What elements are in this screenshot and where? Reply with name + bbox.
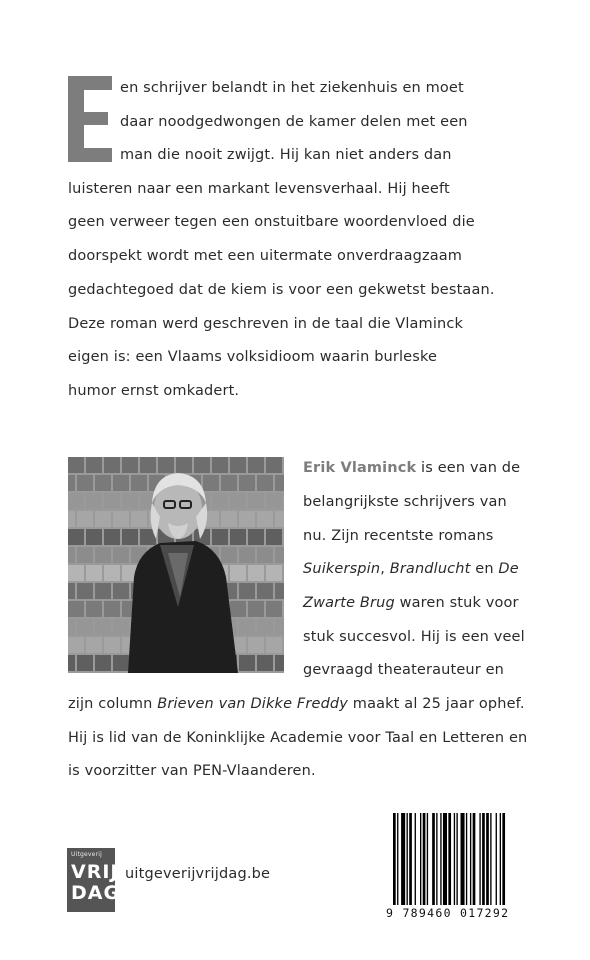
wall-brick [239,511,255,527]
wall-brick [86,601,102,617]
wall-brick [68,529,84,545]
wall-brick [266,565,282,581]
wall-brick [104,637,120,653]
barcode-bar [440,813,441,905]
wall-brick [86,457,102,473]
wall-brick [239,475,255,491]
barcode-bar [432,813,435,905]
wall-brick [68,511,75,527]
wall-brick [158,457,174,473]
wall-brick [86,529,102,545]
synopsis-line: en schrijver belandt in het ziekenhuis en moet [120,80,464,96]
wall-brick [257,619,273,635]
wall-brick [212,493,228,509]
book-title: Zwarte Brug [303,595,395,611]
drop-cap-letter [68,76,112,162]
wall-brick [248,637,264,653]
wall-brick [113,583,129,599]
wall-brick [68,601,84,617]
bio-line: Zwarte Brug waren stuk voor [303,595,519,611]
publisher-logo: Uitgeverij VRIJ DAG [67,848,115,912]
wall-brick [77,511,93,527]
barcode-bar [407,813,408,905]
wall-brick [257,511,273,527]
wall-brick [68,457,84,473]
wall-brick [239,547,255,563]
wall-brick [266,601,282,617]
wall-brick [275,475,284,491]
barcode-bar [486,813,489,905]
wall-brick [95,619,111,635]
barcode-bar [496,813,497,905]
bio-line: Hij is lid van de Koninklijke Academie voor Taal en Letteren en [68,730,528,746]
barcode-bar [456,813,457,905]
wall-brick [77,655,93,671]
barcode-bar [393,813,396,905]
wall-brick [113,511,129,527]
barcode-bar [466,813,467,905]
bio-line: stuk succesvol. Hij is een veel [303,629,525,645]
wall-brick [266,529,282,545]
isbn-number: 9 789460 017292 [386,906,510,920]
synopsis-line: geen verweer tegen een onstuitbare woordenvloed die [68,214,475,230]
wall-brick [212,457,228,473]
wall-brick [239,583,255,599]
wall-brick [95,583,111,599]
barcode-bar [409,813,412,905]
barcode-bar [443,813,447,905]
barcode-bar [470,813,471,905]
wall-brick [275,511,284,527]
wall-brick [230,565,246,581]
wall-brick [212,529,228,545]
wall-brick [239,655,255,671]
wall-brick [230,457,246,473]
wall-brick [275,655,284,671]
wall-brick [230,529,246,545]
wall-brick [131,475,147,491]
wall-brick [104,529,120,545]
wall-brick [95,475,111,491]
wall-brick [176,457,192,473]
wall-brick [104,493,120,509]
wall-brick [131,511,147,527]
synopsis-line: daar noodgedwongen de kamer delen met een [120,114,468,130]
wall-brick [266,493,282,509]
bio-line: gevraagd theaterauteur en [303,662,505,678]
barcode-bar [473,813,476,905]
wall-brick [86,637,102,653]
wall-brick [140,457,156,473]
wall-brick [122,493,138,509]
book-title: Brandlucht [389,561,471,577]
wall-brick [95,511,111,527]
wall-brick [275,619,284,635]
barcode-bar [479,813,480,905]
wall-brick [230,601,246,617]
synopsis-line: luisteren naar een markant levensverhaal. Hij heeft [68,181,450,197]
barcode-bar [436,813,437,905]
wall-brick [203,475,219,491]
bio-line: zijn column Brieven van Dikke Freddy maakt al 25 jaar ophef. [68,696,525,712]
barcode-bar [502,813,505,905]
bio-line: belangrijkste schrijvers van [303,494,507,510]
wall-brick [95,547,111,563]
wall-brick [113,547,129,563]
wall-brick [257,547,273,563]
bio-line: nu. Zijn recentste romans [303,528,494,544]
wall-brick [68,493,84,509]
wall-brick [68,655,75,671]
synopsis-line: man die nooit zwijgt. Hij kan niet anders dan [120,147,452,163]
wall-brick [194,457,210,473]
wall-brick [95,655,111,671]
wall-brick [104,565,120,581]
barcode-bar [427,813,428,905]
barcode-bar [415,813,416,905]
wall-brick [86,565,102,581]
wall-brick [275,547,284,563]
column-title: Brieven van Dikke Freddy [157,696,349,712]
wall-brick [257,655,273,671]
wall-brick [248,457,264,473]
wall-brick [68,565,84,581]
wall-brick [122,457,138,473]
wall-brick [248,529,264,545]
wall-brick [68,475,75,491]
wall-brick [77,475,93,491]
book-title: De [498,561,519,577]
barcode-bar [423,813,426,905]
wall-brick [77,583,93,599]
wall-brick [68,637,84,653]
wall-brick [221,475,237,491]
barcode-bar [401,813,405,905]
barcode-bar [490,813,491,905]
wall-brick [248,493,264,509]
wall-brick [113,619,129,635]
bio-line: Suikerspin, Brandlucht en De [303,561,519,577]
wall-brick [104,601,120,617]
synopsis-line: doorspekt wordt met een uitermate onverdraagzaam [68,248,463,264]
bio-line: Erik Vlaminck is een van de [303,460,521,476]
wall-brick [239,619,255,635]
wall-brick [68,619,75,635]
wall-brick [230,493,246,509]
barcode-bar [461,813,465,905]
barcode-bar [500,813,501,905]
wall-brick [275,583,284,599]
wall-brick [77,547,93,563]
wall-brick [104,457,120,473]
wall-brick [122,529,138,545]
author-name: Erik Vlaminck [303,460,417,476]
wall-brick [266,637,282,653]
synopsis-line: gedachtegoed dat de kiem is voor een gekwetst bestaan. [68,282,495,298]
wall-brick [221,547,237,563]
book-title: Suikerspin [303,561,381,577]
wall-brick [113,655,129,671]
wall-brick [257,475,273,491]
publisher-website: uitgeverijvrijdag.be [125,866,271,882]
wall-brick [77,619,93,635]
wall-brick [257,583,273,599]
barcode-bar [482,813,485,905]
synopsis-line: eigen is: een Vlaams volksidioom waarin burleske [68,349,438,365]
wall-brick [68,547,75,563]
wall-brick [248,565,264,581]
bio-line: is voorzitter van PEN-Vlaanderen. [68,763,316,779]
wall-brick [113,475,129,491]
wall-brick [221,511,237,527]
wall-brick [248,601,264,617]
barcode-bar [420,813,421,905]
synopsis-line: Deze roman werd geschreven in de taal die Vlaminck [68,316,464,332]
wall-brick [68,583,75,599]
wall-brick [266,457,282,473]
author-photo [68,457,284,673]
synopsis-line: humor ernst omkadert. [68,383,240,399]
barcode-bar [448,813,451,905]
barcode-bar [454,813,455,905]
barcode-bar [397,813,398,905]
wall-brick [86,493,102,509]
